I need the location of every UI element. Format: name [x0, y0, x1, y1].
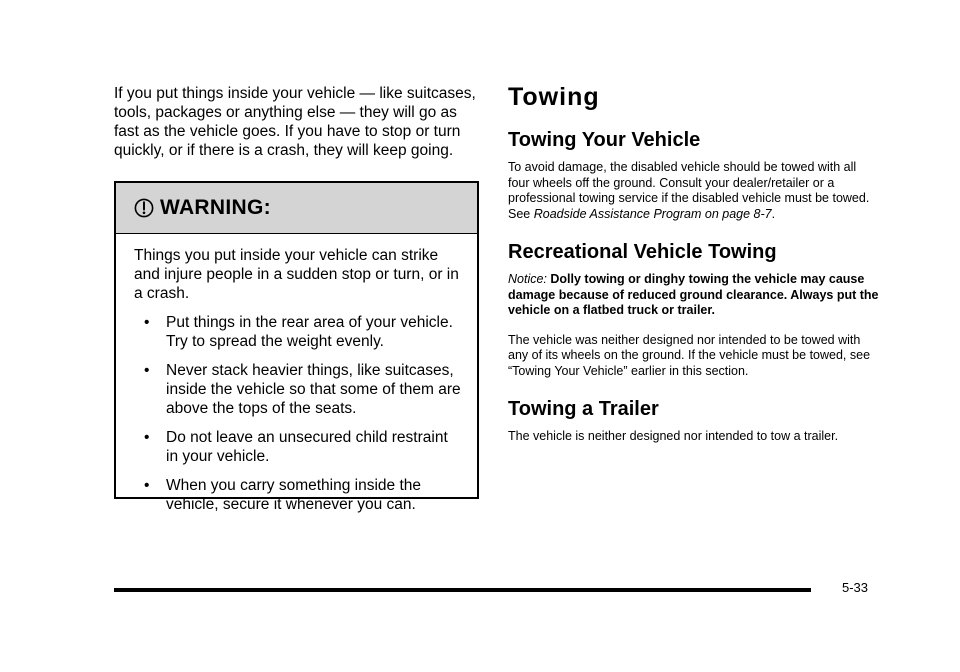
warning-icon [134, 198, 154, 218]
roadside-assistance-reference: Roadside Assistance Program on page 8-7 [533, 206, 772, 221]
section-title: Towing [508, 83, 600, 111]
bullet-marker: • [144, 477, 150, 494]
footer-rule [114, 588, 811, 592]
warning-title: WARNING: [160, 196, 271, 219]
warning-bullet: • Put things in the rear area of your vehicle. Try to spread the weight evenly. [144, 314, 453, 350]
towing-your-vehicle-heading: Towing Your Vehicle [508, 129, 701, 151]
notice-label: Notice: [508, 272, 547, 286]
page-number: 5-33 [842, 580, 869, 595]
bullet-marker: • [144, 362, 150, 379]
warning-bullet: • When you carry something inside the vehicle, secure it whenever you can. [144, 477, 422, 513]
warning-header [116, 183, 477, 234]
towing-trailer-text: The vehicle is neither designed nor intended to tow a trailer. [508, 429, 839, 443]
left-column [114, 84, 480, 160]
bullet-marker: • [144, 314, 150, 331]
warning-box [114, 181, 479, 513]
recreational-towing-text: The vehicle was neither designed nor intended to be towed with any of its wheels on the ground. If the vehicle must be towed, see “Towing Your Vehicle” earlier in this section. [508, 332, 871, 378]
bullet-marker: • [144, 429, 150, 446]
recreational-towing-heading: Recreational Vehicle Towing [508, 241, 777, 263]
warning-bullet: • Never stack heavier things, like suitcases, inside the vehicle so that some of them are above the tops of the seats. [144, 362, 461, 417]
warning-body [116, 234, 477, 514]
towing-your-vehicle-text: To avoid damage, the disabled vehicle should be towed with all four wheels off the ground. Consult your dealer/retailer or a professional towing service if the disabled vehicle must be towed. See Roadside Assistance Program on page 8-7. [508, 160, 870, 221]
warning-text: Things you put inside your vehicle can strike and injure people in a sudden stop or turn, or in a crash. [134, 247, 459, 302]
towing-trailer-heading: Towing a Trailer [508, 398, 659, 420]
right-column [508, 82, 880, 459]
warning-bullet-list [134, 313, 463, 514]
notice-paragraph: Notice: Dolly towing or dinghy towing the vehicle may cause damage because of reduced ground clearance. Always put the vehicle on a flatbed truck or trailer. [508, 272, 879, 317]
intro-paragraph: If you put things inside your vehicle — like suitcases, tools, packages or anything else — they will go as fast as the vehicle goes. If you have to stop or turn quickly, or if there is a crash, they will keep going. [114, 85, 476, 159]
warning-bullet: • Do not leave an unsecured child restraint in your vehicle. [144, 429, 448, 465]
